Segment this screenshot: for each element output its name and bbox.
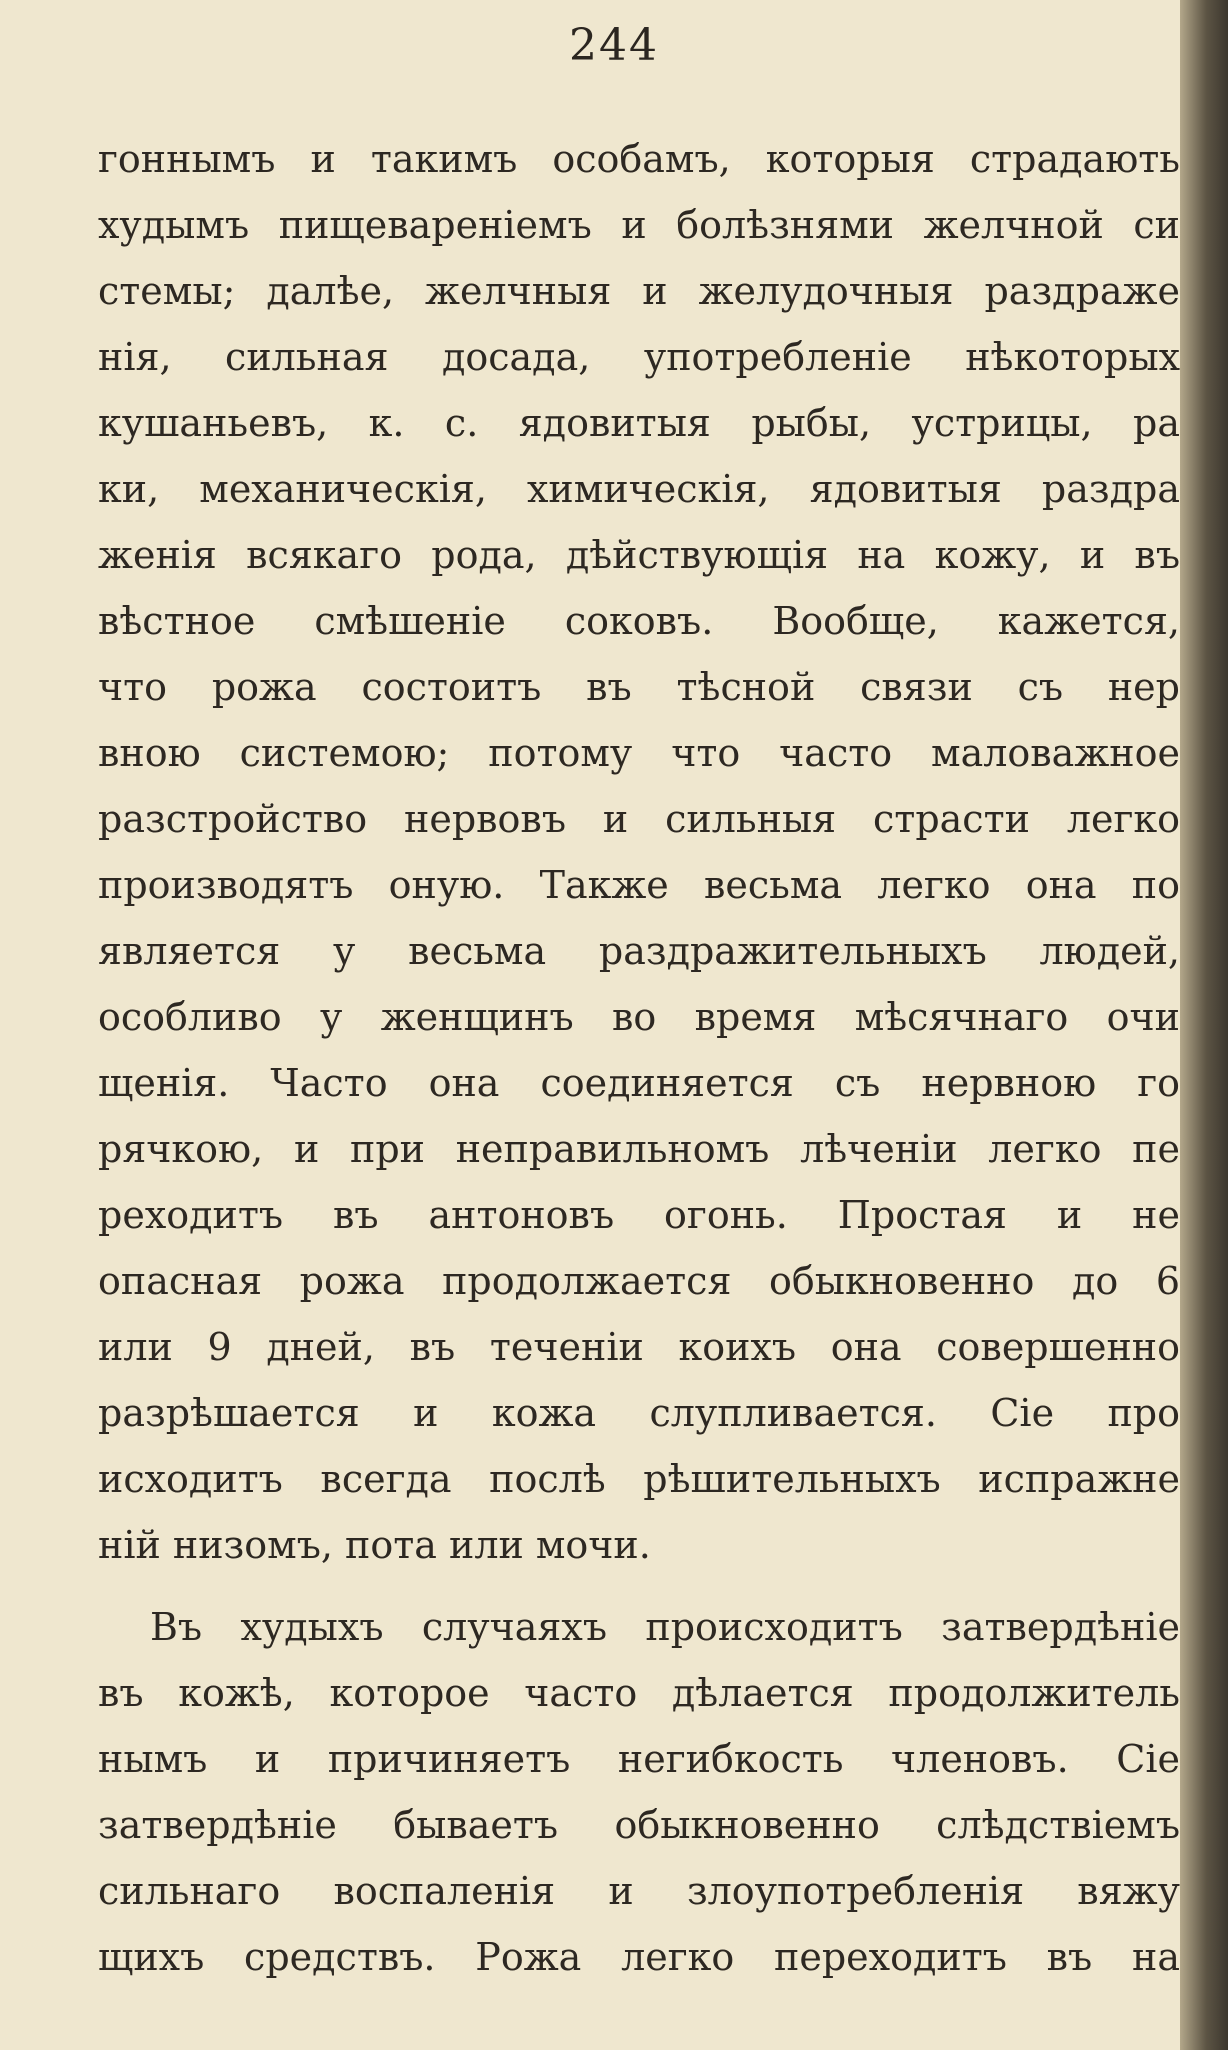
- text-line: вѣстное смѣшеніе соковъ. Вообще, кажется,: [98, 599, 1180, 643]
- text-line: гоннымъ и такимъ особамъ, которыя страдають: [98, 137, 1180, 181]
- text-line: является у весьма раздражительныхъ людей,: [98, 929, 1180, 973]
- text-line: затвердѣніе бываетъ обыкновенно слѣдствіемъ: [98, 1803, 1180, 1847]
- text-line: рячкою, и при неправильномъ лѣченіи легко пе: [98, 1127, 1180, 1171]
- text-line: стемы; далѣе, желчныя и желудочныя раздраже: [98, 269, 1180, 313]
- text-line: производятъ оную. Также весьма легко она по: [98, 863, 1180, 907]
- text-line: что рожа состоитъ въ тѣсной связи съ нер: [98, 665, 1180, 709]
- text-line: реходитъ въ антоновъ огонь. Простая и не: [98, 1193, 1180, 1237]
- text-line: ній низомъ, пота или мочи.: [98, 1523, 651, 1567]
- text-line: нія, сильная досада, употребленіе нѣкоторых: [98, 335, 1180, 379]
- text-line: разстройство нервовъ и сильныя страсти легко: [98, 797, 1180, 841]
- text-line: нымъ и причиняетъ негибкость членовъ. Сіе: [98, 1737, 1180, 1781]
- page-edge-shadow: [1180, 0, 1228, 2050]
- text-line: опасная рожа продолжается обыкновенно до 6: [98, 1259, 1180, 1303]
- page-number: 244: [569, 20, 659, 71]
- text-line: разрѣшается и кожа слупливается. Сіе про: [98, 1391, 1180, 1435]
- text-line: особливо у женщинъ во время мѣсячнаго очи: [98, 995, 1180, 1039]
- text-line: въ кожѣ, которое часто дѣлается продолжитель: [98, 1671, 1180, 1715]
- text-line: Въ худыхъ случаяхъ происходитъ затвердѣніе: [150, 1605, 1180, 1649]
- text-line: сильнаго воспаленія и злоупотребленія вяжу: [98, 1869, 1180, 1913]
- paragraph-2: [98, 1594, 1180, 1990]
- text-line: женія всякаго рода, дѣйствующія на кожу, и въ: [98, 533, 1180, 577]
- body-text: [98, 126, 1180, 1990]
- text-line: ки, механическія, химическія, ядовитыя раздра: [98, 467, 1180, 511]
- text-line: щенія. Часто она соединяется съ нервною го: [98, 1061, 1180, 1105]
- text-line: щихъ средствъ. Рожа легко переходитъ въ на: [98, 1935, 1180, 1979]
- text-line: худымъ пищевареніемъ и болѣзнями желчной си: [98, 203, 1180, 247]
- text-line: кушаньевъ, к. с. ядовитыя рыбы, устрицы, ра: [98, 401, 1180, 445]
- text-line: исходитъ всегда послѣ рѣшительныхъ испражне: [98, 1457, 1180, 1501]
- text-line: или 9 дней, въ теченіи коихъ она совершенно: [98, 1325, 1180, 1369]
- paragraph-gap: [98, 1578, 1180, 1594]
- text-line: вною системою; потому что часто маловажное: [98, 731, 1180, 775]
- paragraph-1: [98, 126, 1180, 1578]
